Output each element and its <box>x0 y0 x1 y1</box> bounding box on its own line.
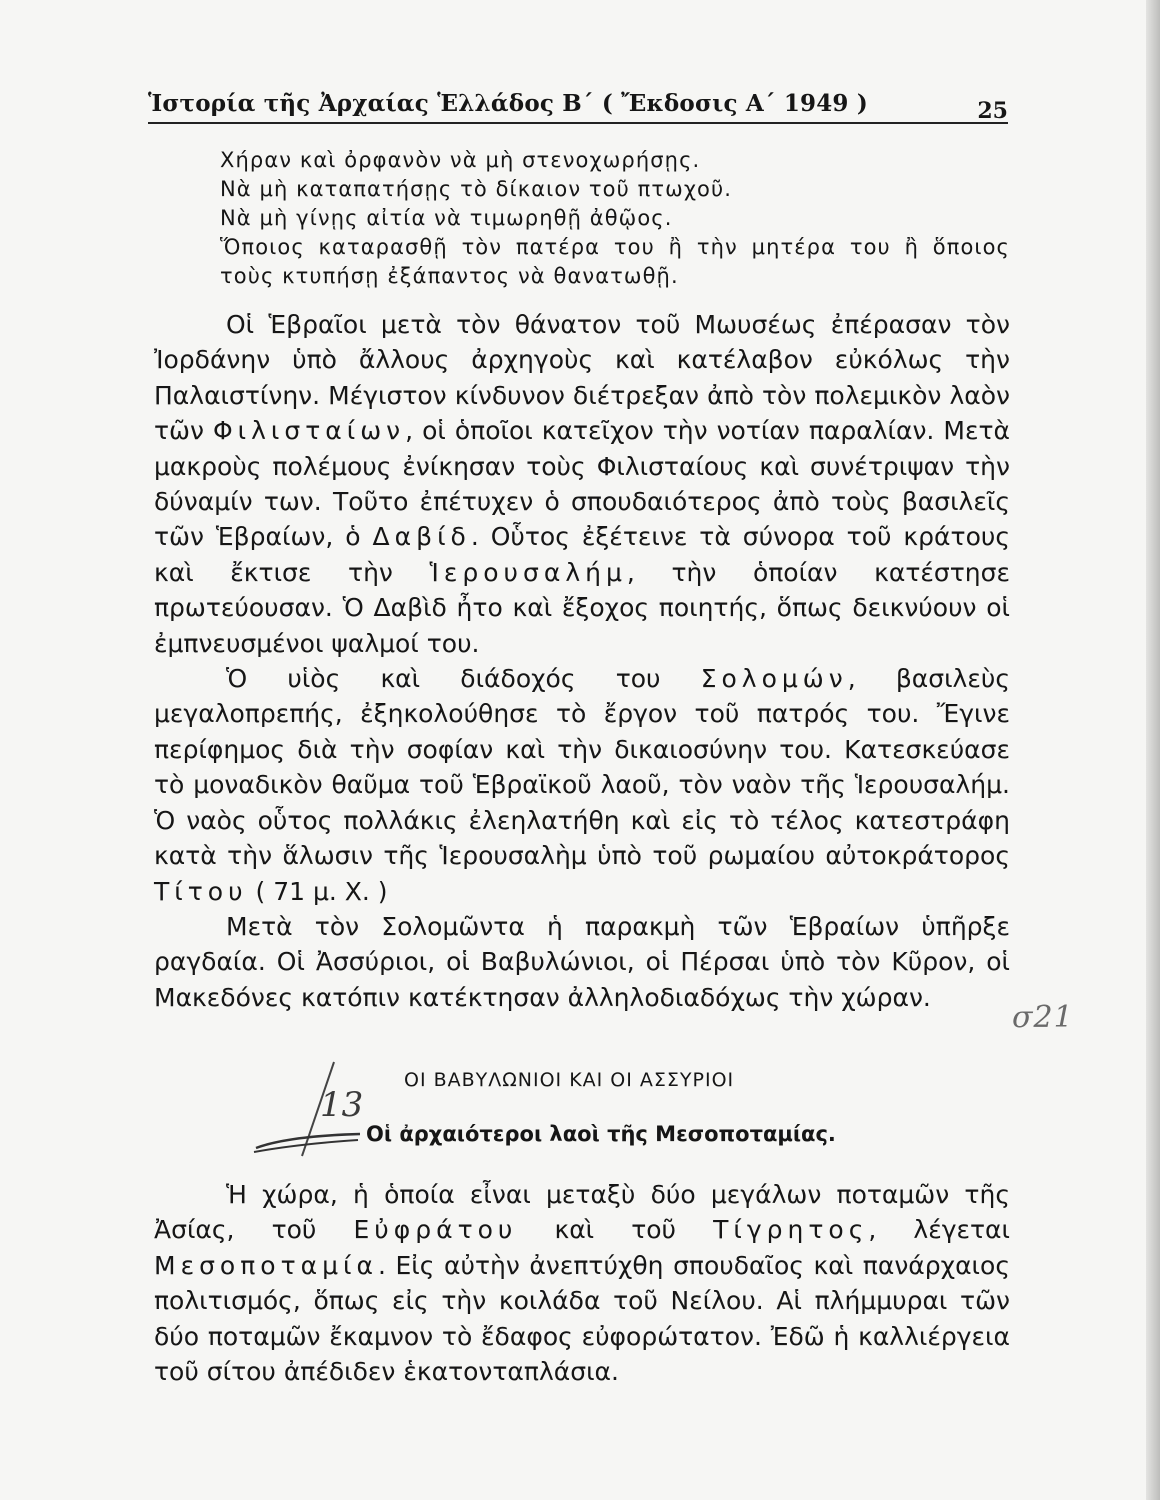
quote-line-3: Νὰ μὴ γίνῃς αἰτία νὰ τιμωρηθῇ ἀθῷος. <box>220 206 673 230</box>
quote-line-1: Χήραν καὶ ὀρφανὸν νὰ μὴ στενοχωρήσῃς. <box>220 148 701 172</box>
paragraph-solomon: Ὁ υἱὸς καὶ διάδοχός του Σολομών, βασιλεὺς μεγαλοπρεπής, ἐξηκολούθησε τὸ ἔργον τοῦ πατρός του. Ἔγινε περίφημος διὰ τὴν σοφίαν καὶ τὴν δικαιοσύνην του. Κατεσκεύασε τὸ μοναδικὸν θαῦμα τοῦ Ἑβραϊκοῦ λαοῦ, τὸν ναὸν τῆς Ἱερουσαλήμ. Ὁ ναὸς οὗτος πολλάκις ἐλεηλατήθη καὶ εἰς τὸ τέλος κατεστράφη κατὰ τὴν ἅλωσιν τῆς Ἱερουσαλὴμ ὑπὸ τοῦ ρωμαίου αὐτοκράτορος Τίτου ( 71 μ. Χ. ) <box>154 664 1011 906</box>
running-head: Ἱστορία τῆς Ἀρχαίας Ἑλλάδος Β΄ ( Ἔκδοσις Α΄ 1949 ) <box>148 90 868 117</box>
main-text-upper <box>154 307 1010 1015</box>
section-subtitle: Οἱ ἀρχαιότεροι λαοὶ τῆς Μεσοποταμίας. <box>366 1122 836 1146</box>
emphasis-tigris: Τίγρητος <box>713 1215 869 1245</box>
emphasis-euphrates: Εὐφράτου <box>353 1215 518 1245</box>
page-edge-shadow <box>1146 0 1160 1500</box>
paragraph-decline: Μετὰ τὸν Σολομῶντα ἡ παρακμὴ τῶν Ἑβραίων ὑπῆρξε ραγδαία. Οἱ Ἀσσύριοι, οἱ Βαβυλώνιοι, οἱ Πέρσαι ὑπὸ τὸν Κῦρον, οἱ Μακεδόνες κατόπιν κατέκτησαν ἀλληλοδιαδόχως τὴν χώραν. <box>154 911 1010 1012</box>
handwritten-margin-note: σ21 <box>1012 1000 1074 1035</box>
section-mark-number: 13 <box>320 1085 364 1125</box>
page-header <box>148 84 1008 124</box>
emphasis-philistines: Φιλισταίων <box>212 416 406 446</box>
emphasis-mesopotamia: Μεσοποταμία <box>154 1250 378 1280</box>
quoted-commandments <box>220 146 1010 291</box>
emphasis-titus: Τίτου <box>154 876 248 906</box>
paragraph-hebrews-conquest: Οἱ Ἑβραῖοι μετὰ τὸν θάνατον τοῦ Μωυσέως ἐπέρασαν τὸν Ἰορδάνην ὑπὸ ἄλλους ἀρχηγοὺς καὶ κατέλαβον εὐκόλως τὴν Παλαιστίνην. Μέγιστον κίνδυνον διέτρεξαν ἀπὸ τὸν πολεμικὸν λαὸν τῶν Φιλισταίων, οἱ ὁποῖοι κατεῖχον τὴν νοτίαν παραλίαν. Μετὰ μακροὺς πολέμους ἐνίκησαν τοὺς Φιλισταίους καὶ συνέτριψαν τὴν δύναμίν των. Τοῦτο ἐπέτυχεν ὁ σπουδαιότερος ἀπὸ τοὺς βασιλεῖς τῶν Ἑβραίων, ὁ Δαβίδ. Οὗτος ἐξέτεινε τὰ σύνορα τοῦ κράτους καὶ ἔκτισε τὴν Ἱερουσαλήμ, τὴν ὁποίαν κατέστησε πρωτεύουσαν. Ὁ Δαβὶδ ἦτο καὶ ἔξοχος ποιητής, ὅπως δεικνύουν οἱ ἐμπνευσμένοι ψαλμοί του. <box>154 310 1011 658</box>
emphasis-david: Δαβίδ <box>372 522 471 552</box>
quote-line-2: Νὰ μὴ καταπατήσῃς τὸ δίκαιον τοῦ πτωχοῦ. <box>220 177 733 201</box>
quote-line-4: Ὅποιος καταρασθῇ τὸν πατέρα του ἢ τὴν μητέρα του ἢ ὅποιος <box>220 235 1010 259</box>
main-text-lower <box>154 1177 1010 1389</box>
emphasis-jerusalem: Ἱερουσαλήμ <box>429 557 627 587</box>
page-number: 25 <box>977 98 1008 124</box>
paragraph-mesopotamia: Ἡ χώρα, ἡ ὁποία εἶναι μεταξὺ δύο μεγάλων ποταμῶν τῆς Ἀσίας, τοῦ Εὐφράτου καὶ τοῦ Τίγρητος, λέγεται Μεσοποταμία. Εἰς αὐτὴν ἀνεπτύχθη σπουδαῖος καὶ πανάρχαιος πολιτισμός, ὅπως εἰς τὴν κοιλάδα τοῦ Νείλου. Αἱ πλήμμυραι τῶν δύο ποταμῶν ἔκαμνον τὸ ἔδαφος εὐφορώτατον. Ἐδῶ ἡ καλλιέργεια τοῦ σίτου ἀπέδιδεν ἑκατονταπλάσια. <box>154 1180 1010 1387</box>
emphasis-solomon: Σολομών <box>700 664 848 694</box>
quote-line-5: τοὺς κτυπήσῃ ἐξάπαντος νὰ θανατωθῇ. <box>220 264 679 288</box>
handwritten-section-mark <box>248 1060 368 1160</box>
section-title: ΟΙ ΒΑΒΥΛΩΝΙΟΙ ΚΑΙ ΟΙ ΑΣΣΥΡΙΟΙ <box>404 1069 735 1091</box>
